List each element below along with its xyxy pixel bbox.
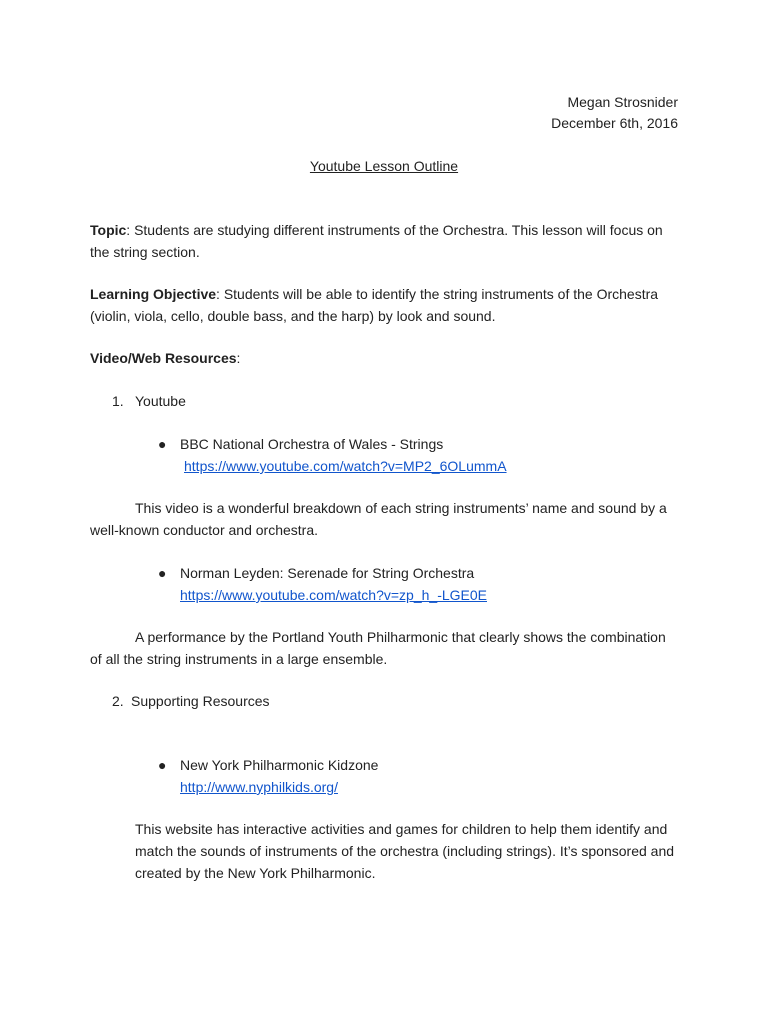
resources-heading	[90, 347, 678, 369]
bullet-icon: ●	[158, 436, 167, 452]
resources-label: Video/Web Resources	[90, 350, 237, 366]
section-youtube	[90, 390, 678, 412]
section-label: Supporting Resources	[131, 693, 270, 709]
document-date: December 6th, 2016	[551, 115, 678, 131]
section-label: Youtube	[135, 393, 186, 409]
resource-title: BBC National Orchestra of Wales - Strings	[180, 436, 444, 452]
document-page	[90, 92, 678, 884]
topic-text: : Students are studying different instruments of the Orchestra. This lesson will focus on the string section.	[90, 222, 663, 260]
objective-paragraph	[90, 283, 678, 327]
resource-link[interactable]: https://www.youtube.com/watch?v=MP2_6OLummA	[184, 458, 507, 474]
resource-description: This website has interactive activities and games for children to help them identify and match the sounds of instruments of the orchestra (including strings). It’s sponsored and created by the New York Philharmonic.	[135, 821, 675, 881]
section-number: 2.	[112, 693, 124, 709]
bullet-icon: ●	[158, 757, 167, 773]
resource-title: Norman Leyden: Serenade for String Orchestra	[180, 565, 475, 581]
list-item	[90, 562, 678, 606]
resource-link[interactable]: http://www.nyphilkids.org/	[180, 779, 338, 795]
topic-paragraph	[90, 219, 678, 263]
list-item	[90, 754, 678, 798]
list-item	[90, 433, 678, 477]
topic-label: Topic	[90, 222, 127, 238]
resource-title: New York Philharmonic Kidzone	[180, 757, 379, 773]
resource-description: This video is a wonderful breakdown of each string instruments’ name and sound by a well-known conductor and orchestra.	[90, 500, 667, 538]
section-number: 1.	[112, 393, 124, 409]
bullet-icon: ●	[158, 565, 167, 581]
section-supporting-resources	[90, 690, 678, 712]
author-name: Megan Strosnider	[567, 94, 678, 110]
document-header	[90, 92, 678, 134]
resource-description: A performance by the Portland Youth Philharmonic that clearly shows the combination of all the string instruments in a large ensemble.	[90, 629, 666, 667]
resources-suffix: :	[236, 350, 241, 366]
objective-label: Learning Objective	[90, 286, 217, 302]
page-title: Youtube Lesson Outline	[309, 158, 459, 174]
objective-text: : Students will be able to identify the string instruments of the Orchestra (violin, viola, cello, double bass, and the harp) by look and sound.	[90, 286, 659, 324]
resource-link[interactable]: https://www.youtube.com/watch?v=zp_h_-LGE0E	[180, 587, 487, 603]
